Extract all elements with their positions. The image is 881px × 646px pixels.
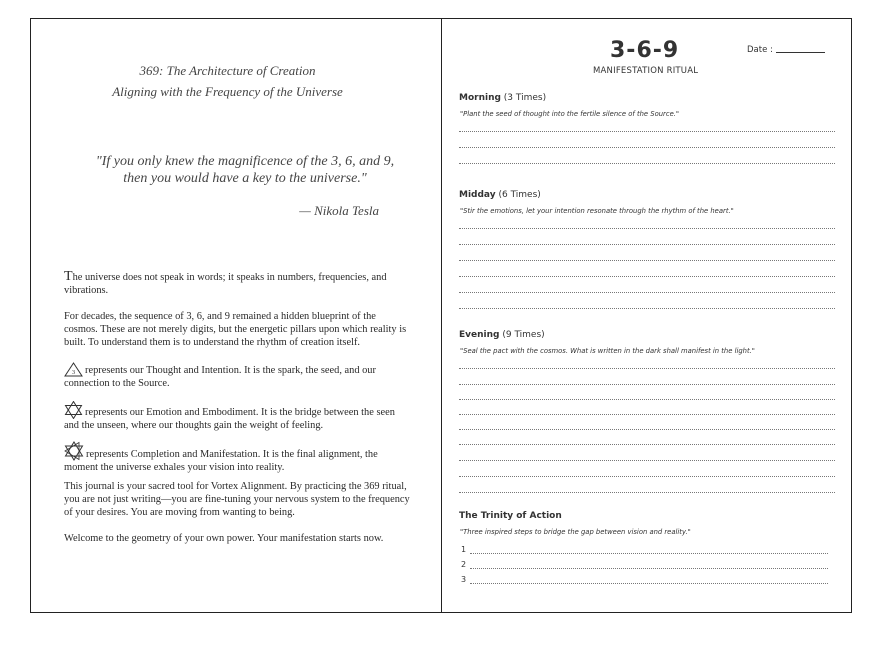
evening-writing-line[interactable] [459, 384, 835, 385]
midday-writing-line[interactable] [459, 276, 835, 277]
trinity-step-number: 1 [461, 545, 467, 554]
morning-quote: "Plant the seed of thought into the fertile silence of the Source." [460, 110, 680, 118]
morning-writing-line[interactable] [459, 163, 835, 164]
midday-writing-line[interactable] [459, 260, 835, 261]
evening-writing-line[interactable] [459, 460, 835, 461]
morning-writing-line[interactable] [459, 131, 835, 132]
trinity-quote: "Three inspired steps to bridge the gap between vision and reality." [460, 528, 691, 536]
ritual-title: 3-6-9 [610, 38, 680, 63]
midday-writing-line[interactable] [459, 308, 835, 309]
evening-writing-line[interactable] [459, 429, 835, 430]
tesla-quote-line2: then you would have a key to the universe." [123, 171, 367, 186]
evening-writing-line[interactable] [459, 444, 835, 445]
trinity-step-line[interactable] [470, 553, 828, 554]
nonagram-icon [64, 441, 84, 461]
trinity-step-line[interactable] [470, 568, 828, 569]
evening-writing-line[interactable] [459, 399, 835, 400]
triangle-three-icon [64, 362, 83, 377]
sequence-paragraph: For decades, the sequence of 3, 6, and 9 remained a hidden blueprint of the cosmos. These are not merely digits, but the energetic pillars upon which reality is built. To understand them is to understand the rhythm of creation itself. [64, 311, 407, 348]
midday-writing-line[interactable] [459, 228, 835, 229]
book-subtitle: Aligning with the Frequency of the Universe [112, 84, 343, 99]
triangle-three-label: 3 [71, 369, 76, 376]
tesla-quote-line1: "If you only knew the magnificence of the 3, 6, and 9, [95, 154, 395, 169]
page-divider [441, 18, 442, 613]
intro-paragraph: The universe does not speak in words; it speaks in numbers, frequencies, and vibrations. [64, 269, 387, 296]
drop-cap: T [64, 269, 73, 284]
evening-writing-line[interactable] [459, 492, 835, 493]
midday-writing-line[interactable] [459, 292, 835, 293]
welcome-paragraph: Welcome to the geometry of your own power. Your manifestation starts now. [64, 533, 384, 544]
trinity-step-number: 2 [461, 560, 467, 569]
trinity-step-number: 3 [461, 575, 467, 584]
morning-writing-line[interactable] [459, 147, 835, 148]
book-title: 369: The Architecture of Creation [139, 63, 316, 78]
evening-quote: "Seal the pact with the cosmos. What is written in the dark shall manifest in the light." [460, 347, 755, 355]
morning-heading: Morning (3 Times) [459, 93, 547, 103]
hexagram-icon [64, 401, 83, 419]
midday-quote: "Stir the emotions, let your intention resonate through the rhythm of the heart." [460, 207, 734, 215]
midday-heading: Midday (6 Times) [459, 190, 541, 200]
trinity-step-line[interactable] [470, 583, 828, 584]
date-field[interactable] [776, 52, 825, 53]
evening-writing-line[interactable] [459, 476, 835, 477]
evening-writing-line[interactable] [459, 368, 835, 369]
six-paragraph: represents our Emotion and Embodiment. It is the bridge between the seen and the unseen, where our thoughts gain the weight of feeling. [64, 401, 410, 433]
date-label: Date : [747, 45, 773, 55]
midday-writing-line[interactable] [459, 244, 835, 245]
trinity-heading: The Trinity of Action [459, 511, 562, 521]
three-paragraph: 3 represents our Thought and Intention. It is the spark, the seed, and our connection to the Source. [64, 362, 410, 391]
evening-writing-line[interactable] [459, 414, 835, 415]
evening-heading: Evening (9 Times) [459, 330, 545, 340]
ritual-subtitle: MANIFESTATION RITUAL [593, 66, 699, 76]
journal-purpose-paragraph: This journal is your sacred tool for Vortex Alignment. By practicing the 369 ritual, you are not just writing—you are fine-tuning your nervous system to the frequency of your desires. You are moving from wanting to being. [64, 481, 410, 518]
nine-paragraph: represents Completion and Manifestation. It is the final alignment, the moment the universe exhales your vision into reality. [64, 441, 410, 475]
quote-author: — Nikola Tesla [299, 203, 379, 218]
